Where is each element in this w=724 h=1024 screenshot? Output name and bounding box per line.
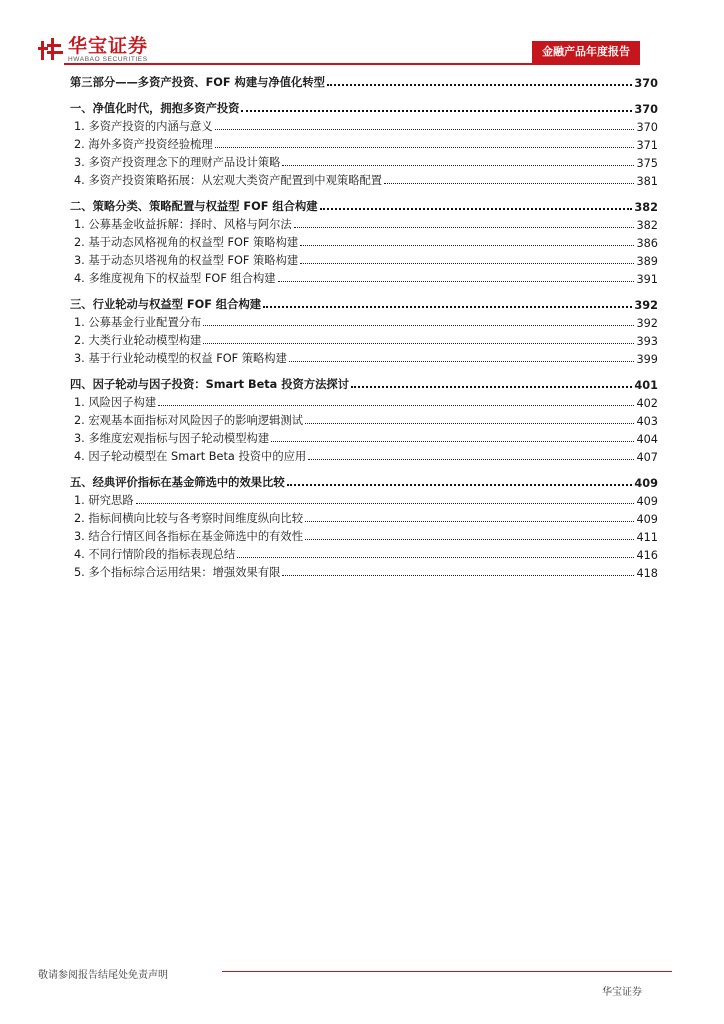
toc-page-number: 371 [636, 139, 658, 152]
toc-entry-title: 3. 基于行业轮动模型的权益 FOF 策略构建 [74, 352, 287, 365]
toc-entry-title: 三、行业轮动与权益型 FOF 组合构建 [70, 298, 262, 311]
toc-dot-leader [289, 361, 635, 362]
logo-english-name: HWABAO SECURITIES [68, 56, 148, 63]
table-of-contents [70, 68, 658, 580]
toc-section-row[interactable] [70, 292, 658, 312]
toc-entry-title: 四、因子轮动与因子投资：Smart Beta 投资方法探讨 [70, 378, 350, 391]
toc-dot-leader [263, 306, 632, 308]
toc-item-row[interactable] [70, 526, 658, 544]
toc-item-row[interactable] [70, 428, 658, 446]
toc-dot-leader [237, 557, 634, 558]
toc-item-row[interactable] [70, 410, 658, 428]
toc-item-row[interactable] [70, 508, 658, 526]
toc-entry-title: 4. 因子轮动模型在 Smart Beta 投资中的应用 [74, 450, 307, 463]
toc-dot-leader [203, 343, 634, 344]
toc-entry-title: 一、净值化时代，拥抱多资产投资 [70, 102, 240, 115]
toc-dot-leader [282, 165, 634, 166]
toc-page-number: 370 [634, 103, 658, 116]
toc-page-number: 382 [634, 201, 658, 214]
toc-page-number: 370 [634, 77, 658, 90]
toc-dot-leader [305, 539, 634, 540]
toc-dot-leader [287, 484, 633, 486]
toc-item-row[interactable] [70, 446, 658, 464]
toc-page-number: 407 [636, 451, 658, 464]
toc-dot-leader [158, 405, 634, 406]
toc-entry-title: 4. 多维度视角下的权益型 FOF 组合构建 [74, 272, 276, 285]
toc-dot-leader [308, 459, 634, 460]
toc-entry-title: 3. 基于动态贝塔视角的权益型 FOF 策略构建 [74, 254, 299, 267]
toc-entry-title: 2. 宏观基本面指标对风险因子的影响逻辑测试 [74, 414, 304, 427]
toc-dot-leader [305, 521, 634, 522]
toc-page-number: 403 [636, 415, 658, 428]
toc-item-row[interactable] [70, 152, 658, 170]
toc-page-number: 386 [636, 237, 658, 250]
toc-dot-leader [300, 263, 634, 264]
toc-entry-title: 第三部分——多资产投资、FOF 构建与净值化转型 [70, 76, 325, 89]
toc-entry-title: 5. 多个指标综合运用结果：增强效果有限 [74, 566, 281, 579]
toc-entry-title: 1. 公募基金收益拆解：择时、风格与阿尔法 [74, 218, 292, 231]
toc-section-row[interactable] [70, 96, 658, 116]
toc-section-row[interactable] [70, 372, 658, 392]
header-divider [64, 63, 640, 65]
toc-item-row[interactable] [70, 392, 658, 410]
toc-item-row[interactable] [70, 170, 658, 188]
toc-page-number: 382 [636, 219, 658, 232]
toc-section-row[interactable] [70, 194, 658, 214]
toc-dot-leader [320, 208, 633, 210]
toc-entry-title: 3. 结合行情区间各指标在基金筛选中的有效性 [74, 530, 304, 543]
toc-page-number: 404 [636, 433, 658, 446]
toc-dot-leader [215, 129, 635, 130]
toc-item-row[interactable] [70, 544, 658, 562]
toc-dot-leader [294, 227, 635, 228]
toc-item-row[interactable] [70, 312, 658, 330]
toc-item-row[interactable] [70, 116, 658, 134]
toc-item-row[interactable] [70, 330, 658, 348]
toc-dot-leader [327, 84, 632, 86]
toc-entry-title: 4. 多资产投资策略拓展：从宏观大类资产配置到中观策略配置 [74, 174, 383, 187]
toc-dot-leader [136, 503, 635, 504]
toc-page-number: 389 [636, 255, 658, 268]
toc-section-row[interactable] [70, 70, 658, 90]
toc-dot-leader [241, 110, 632, 112]
toc-dot-leader [282, 575, 634, 576]
toc-page-number: 392 [636, 317, 658, 330]
hwabao-logo-icon [38, 36, 64, 62]
toc-page-number: 401 [634, 379, 658, 392]
toc-page-number: 416 [636, 549, 658, 562]
toc-page-number: 391 [636, 273, 658, 286]
toc-page-number: 409 [634, 477, 658, 490]
toc-item-row[interactable] [70, 232, 658, 250]
toc-page-number: 375 [636, 157, 658, 170]
toc-item-row[interactable] [70, 214, 658, 232]
footer-company: 华宝证券 [602, 987, 642, 998]
footer-divider [222, 971, 672, 972]
toc-entry-title: 1. 风险因子构建 [74, 396, 157, 409]
toc-page-number: 393 [636, 335, 658, 348]
toc-entry-title: 2. 基于动态风格视角的权益型 FOF 策略构建 [74, 236, 299, 249]
toc-dot-leader [203, 325, 634, 326]
toc-item-row[interactable] [70, 250, 658, 268]
report-type-tab: 金融产品年度报告 [532, 41, 640, 63]
footer-disclaimer: 敬请参阅报告结尾处免责声明 [38, 970, 168, 981]
toc-entry-title: 五、经典评价指标在基金筛选中的效果比较 [70, 476, 285, 489]
toc-item-row[interactable] [70, 268, 658, 286]
company-logo [38, 36, 148, 64]
toc-dot-leader [351, 386, 632, 388]
toc-entry-title: 1. 多资产投资的内涵与意义 [74, 120, 213, 133]
toc-entry-title: 1. 研究思路 [74, 494, 134, 507]
toc-dot-leader [305, 423, 634, 424]
toc-page-number: 409 [636, 495, 658, 508]
toc-entry-title: 4. 不同行情阶段的指标表现总结 [74, 548, 236, 561]
toc-page-number: 381 [636, 175, 658, 188]
toc-dot-leader [271, 441, 634, 442]
toc-dot-leader [215, 147, 635, 148]
toc-entry-title: 二、策略分类、策略配置与权益型 FOF 组合构建 [70, 200, 318, 213]
toc-entry-title: 2. 大类行业轮动模型构建 [74, 334, 202, 347]
toc-page-number: 411 [636, 531, 658, 544]
toc-entry-title: 3. 多资产投资理念下的理财产品设计策略 [74, 156, 281, 169]
toc-item-row[interactable] [70, 348, 658, 366]
logo-chinese-name: 华宝证券 [68, 35, 149, 57]
toc-page-number: 392 [634, 299, 658, 312]
toc-item-row[interactable] [70, 490, 658, 508]
toc-page-number: 399 [636, 353, 658, 366]
toc-dot-leader [278, 281, 635, 282]
toc-dot-leader [300, 245, 634, 246]
toc-item-row[interactable] [70, 562, 658, 580]
toc-item-row[interactable] [70, 134, 658, 152]
toc-page-number: 418 [636, 567, 658, 580]
toc-dot-leader [384, 183, 634, 184]
toc-entry-title: 2. 指标间横向比较与各考察时间维度纵向比较 [74, 512, 304, 525]
toc-page-number: 402 [636, 397, 658, 410]
toc-entry-title: 3. 多维度宏观指标与因子轮动模型构建 [74, 432, 270, 445]
toc-section-row[interactable] [70, 470, 658, 490]
toc-page-number: 409 [636, 513, 658, 526]
toc-page-number: 370 [636, 121, 658, 134]
toc-entry-title: 1. 公募基金行业配置分布 [74, 316, 202, 329]
toc-entry-title: 2. 海外多资产投资经验梳理 [74, 138, 213, 151]
